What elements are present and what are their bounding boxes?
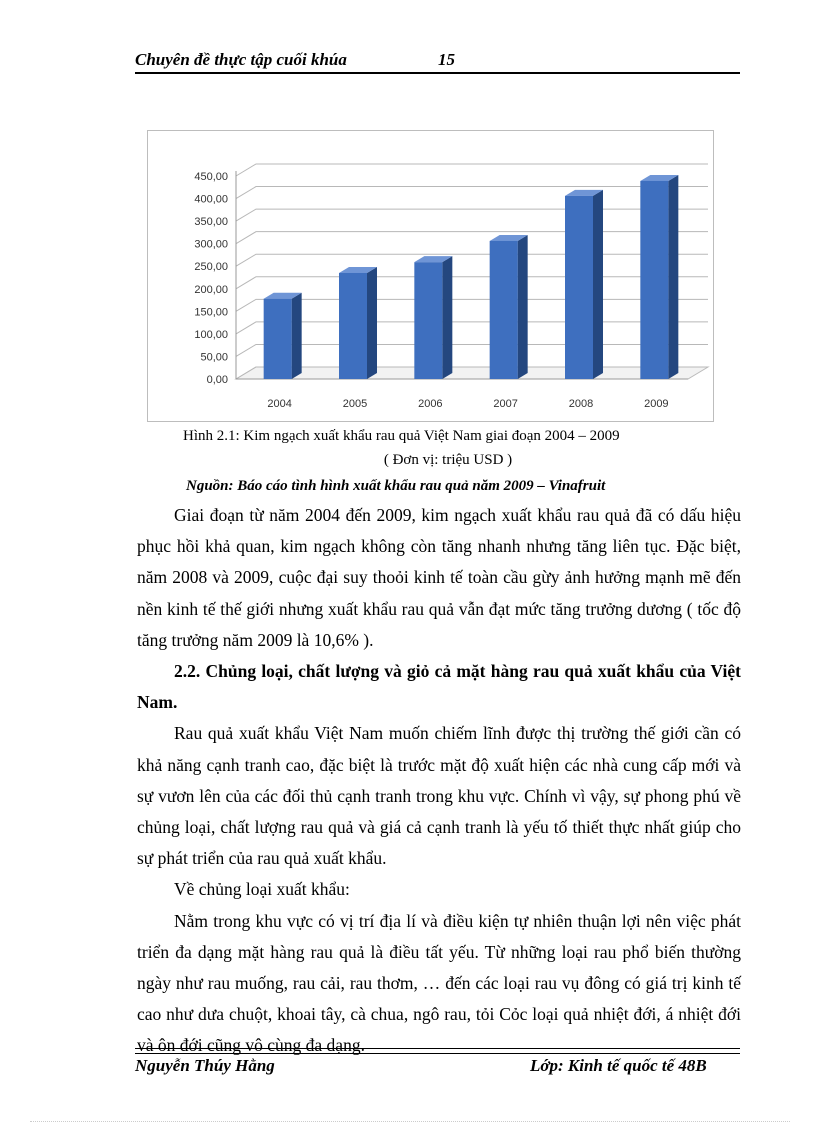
- x-tick-label: 2005: [342, 398, 368, 410]
- y-tick-label: 350,00: [194, 216, 228, 229]
- footer-class: Lớp: Kinh tế quốc tế 48B: [530, 1056, 707, 1075]
- gridline: [236, 344, 708, 356]
- figure-caption: Hình 2.1: Kim ngạch xuất khẩu rau quả Việt Nam giai đoạn 2004 – 2009: [183, 428, 620, 444]
- gridline: [236, 277, 708, 289]
- x-tick-label: 2009: [644, 398, 669, 410]
- figure-source: Nguồn: Báo cáo tình hình xuất khẩu rau quả năm 2009 – Vinafruit: [186, 478, 606, 494]
- gridline: [236, 322, 708, 334]
- gridline: [236, 187, 708, 199]
- y-tick-label: 400,00: [194, 193, 228, 206]
- page-bottom-border: [30, 1121, 790, 1122]
- y-tick-label: 0,00: [206, 374, 228, 386]
- bar-chart: [147, 130, 714, 422]
- y-tick-label: 300,00: [194, 238, 228, 251]
- paragraph: Về chủng loại xuất khẩu:: [174, 879, 350, 900]
- bar-side: [518, 235, 528, 379]
- y-tick-label: 250,00: [194, 261, 228, 274]
- bar: [565, 196, 593, 379]
- page-number: 15: [438, 50, 455, 69]
- gridline: [236, 232, 708, 244]
- bar-side: [292, 293, 302, 379]
- x-tick-label: 2008: [568, 398, 594, 410]
- bar-side: [367, 267, 377, 379]
- bar-side: [593, 190, 603, 379]
- header-title: Chuyên đề thực tập cuối khúa: [135, 50, 347, 69]
- paragraph: Nằm trong khu vực có vị trí địa lí và điều kiện tự nhiên thuận lợi nên việc phát triển đa dạng mặt hàng rau quả là điều tất yếu. Từ những loại rau phổ biến thường ngày như rau muống, rau cải, rau thơm, … đến các loại rau vụ đông có giá trị kinh tế cao như dưa chuột, khoai tây, cà chua, ngô rau, tỏi Cỏc loại quả nhiệt đới, á nhiệt đới và ôn đới cũng vô cùng đa dạng.: [137, 910, 741, 1056]
- paragraph: Giai đoạn từ năm 2004 đến 2009, kim ngạch xuất khẩu rau quả đã có dấu hiệu phục hồi khả quan, kim ngạch không còn tăng nhanh nhưng tăng liên tục. Đặc biệt, năm 2008 và 2009, cuộc đại suy thoỏi kinh tế toàn cầu gừy ảnh hưởng mạnh mẽ đến nền kinh tế thế giới nhưng xuất khẩu rau quả vẫn đạt mức tăng trưởng dương ( tốc độ tăng trưởng năm 2009 là 10,6% ).: [137, 505, 741, 650]
- y-tick-label: 150,00: [194, 306, 228, 319]
- paragraph: Rau quả xuất khẩu Việt Nam muốn chiếm lĩnh được thị trường thế giới cần có khả năng cạnh tranh cao, đặc biệt là trước mặt độ xuất hiện các nhà cung cấp mới và sự vươn lên của các đối thủ cạnh tranh trong khu vực. Chính vì vậy, sự phong phú về chủng loại, chất lượng rau quả và giá cả cạnh tranh là yếu tố thiết thực nhất giúp cho sự phát triển của rau quả xuất khẩu.: [137, 723, 741, 869]
- gridline: [236, 254, 708, 266]
- chart-floor: [236, 367, 708, 379]
- x-tick-label: 2004: [267, 398, 292, 410]
- y-tick-label: 100,00: [194, 328, 228, 341]
- page-header: [135, 48, 740, 74]
- bar: [339, 273, 367, 379]
- y-tick-label: 50,00: [200, 351, 228, 364]
- gridline: [236, 299, 708, 311]
- footer-author: Nguyễn Thúy Hằng: [135, 1056, 275, 1075]
- bar: [640, 181, 668, 379]
- bar: [414, 262, 442, 379]
- y-tick-label: 450,00: [194, 171, 228, 183]
- chart-svg: [148, 131, 713, 421]
- gridline: [236, 209, 708, 221]
- bar-side: [442, 256, 452, 379]
- y-tick-label: 200,00: [194, 283, 228, 296]
- bar: [264, 299, 292, 379]
- bar: [490, 241, 518, 379]
- gridline: [236, 164, 708, 176]
- bar-side: [668, 175, 678, 379]
- section-heading: 2.2. Chủng loại, chất lượng và giỏ cả mặt hàng rau quả xuất khẩu của Việt Nam.: [137, 661, 741, 713]
- footer-rule: [135, 1048, 740, 1054]
- body-text: [137, 500, 741, 1062]
- x-tick-label: 2007: [493, 398, 518, 410]
- figure-unit: ( Đơn vị: triệu USD ): [383, 452, 513, 468]
- x-tick-label: 2006: [418, 398, 443, 410]
